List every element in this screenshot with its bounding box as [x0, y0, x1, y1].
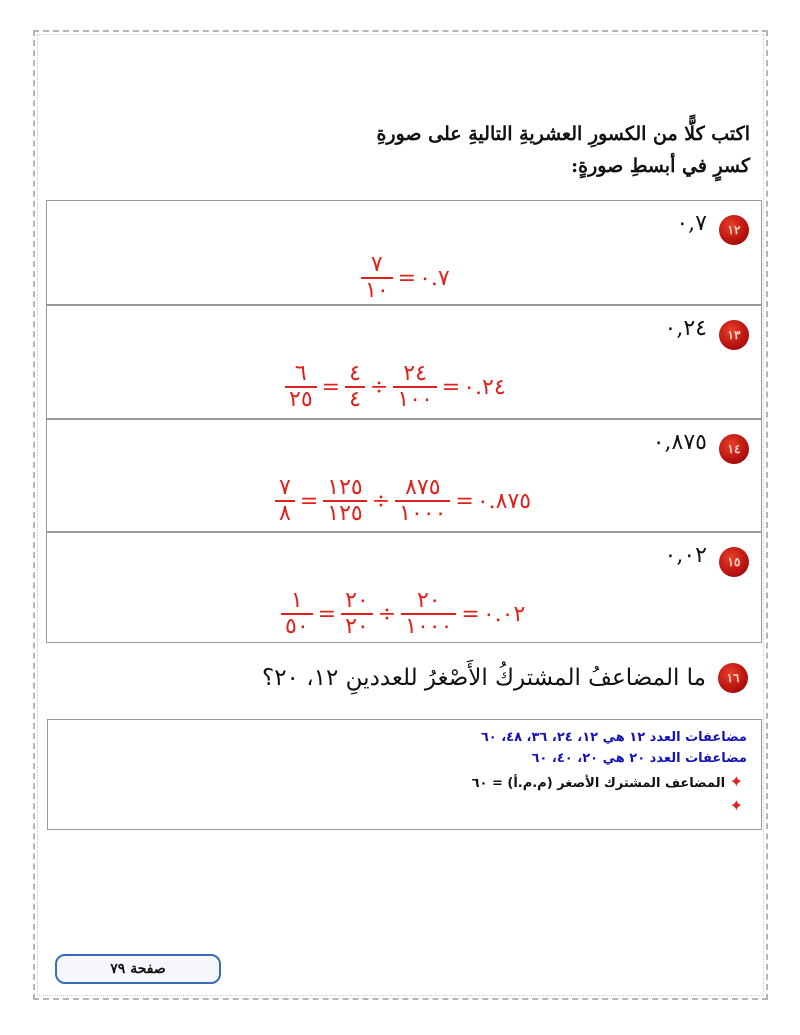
decimal-fraction [401, 589, 456, 639]
answer-line-1: مضاعفات العدد ١٢ هي ١٢، ٢٤، ٣٦، ٤٨، ٦٠ [480, 730, 747, 745]
divide-sign: ÷ [377, 601, 397, 627]
divisor-fraction [341, 589, 373, 639]
answer-equation [359, 253, 450, 303]
star-bullet-icon: ✦ [729, 796, 743, 815]
answer-line-4 [730, 796, 743, 815]
equals-sign: = [441, 374, 461, 400]
denominator: ١٠ [361, 277, 393, 303]
page-number-tab [55, 954, 221, 984]
numerator: ٢٠ [345, 588, 369, 613]
question-decimal: ٠,٨٧٥ [652, 430, 707, 455]
question-decimal: ٠,٠٢ [664, 543, 707, 568]
decimal-fraction [395, 476, 450, 526]
equals-sign: = [397, 265, 417, 291]
question-16 [262, 663, 748, 693]
page-number: صفحة ٧٩ [110, 961, 166, 977]
equals-sign: = [321, 374, 341, 400]
lcm-result: المضاعف المشترك الأصغر (م.م.أ) = ٦٠ [471, 776, 726, 791]
instructions-line-1: اكتب كلًّا من الكسورِ العشريةِ التاليةِ على صورةِ [376, 123, 750, 145]
numerator: ٦ [294, 361, 307, 386]
instructions-line-2: كسرٍ في أبسطِ صورةٍ: [571, 155, 750, 177]
problem-12-box [46, 200, 762, 305]
result-fraction [275, 476, 295, 526]
question-number-badge: ١٤ [719, 434, 749, 464]
instructions [376, 118, 750, 182]
denominator: ١٠٠٠ [395, 500, 450, 526]
answer-box [47, 719, 762, 830]
equals-sign: = [317, 601, 337, 627]
numerator: ١ [290, 588, 303, 613]
question-decimal: ٠,٢٤ [664, 316, 707, 341]
question-number-badge: ١٢ [719, 215, 749, 245]
equals-sign: = [299, 488, 319, 514]
result-fraction [281, 589, 313, 639]
answer-line-3 [472, 772, 743, 791]
equals-sign: = [461, 601, 480, 627]
denominator: ١٠٠ [393, 386, 436, 412]
numerator: ٤ [349, 361, 361, 386]
numerator: ٨٧٥ [405, 475, 441, 500]
denominator: ٨ [275, 500, 295, 526]
question-16-text: ما المضاعفُ المشتركُ الأَصْغرُ للعددينِ ١٢، ٢٠؟ [261, 665, 706, 691]
problem-13-box [46, 305, 762, 419]
question-number-badge: ١٥ [719, 547, 749, 577]
denominator: ١٠٠٠ [401, 613, 456, 639]
question-number-badge: ١٦ [718, 663, 748, 693]
problem-15-box [46, 532, 762, 643]
divide-sign: ÷ [371, 488, 391, 514]
decimal-value: ٠.٢٤ [463, 374, 506, 400]
answer-line-2: مضاعفات العدد ٢٠ هي ٢٠، ٤٠، ٦٠ [531, 751, 747, 766]
denominator: ٤ [345, 386, 365, 412]
result-fraction [361, 253, 393, 303]
star-bullet-icon: ✦ [729, 772, 743, 791]
answer-equation [283, 362, 506, 412]
denominator: ٥٠ [281, 613, 313, 639]
problem-14-box [46, 419, 762, 532]
denominator: ٢٥ [285, 386, 317, 412]
equals-sign: = [455, 488, 474, 514]
denominator: ١٢٥ [323, 500, 366, 526]
divide-sign: ÷ [369, 374, 389, 400]
result-fraction [285, 362, 317, 412]
divisor-fraction [345, 362, 365, 412]
answer-equation [273, 476, 531, 526]
decimal-value: ٠.٨٧٥ [476, 488, 532, 514]
question-decimal: ٠,٧ [676, 211, 707, 236]
decimal-value: ٠.٠٢ [482, 601, 526, 627]
numerator: ٢٠ [416, 588, 441, 613]
answer-equation [279, 589, 525, 639]
numerator: ٢٤ [403, 361, 427, 386]
divisor-fraction [323, 476, 366, 526]
numerator: ٧ [279, 475, 291, 500]
decimal-fraction [393, 362, 436, 412]
denominator: ٢٠ [341, 613, 373, 639]
decimal-value: ٠.٧ [419, 265, 450, 291]
numerator: ١٢٥ [327, 475, 363, 500]
question-number-badge: ١٣ [719, 320, 749, 350]
numerator: ٧ [370, 252, 383, 277]
